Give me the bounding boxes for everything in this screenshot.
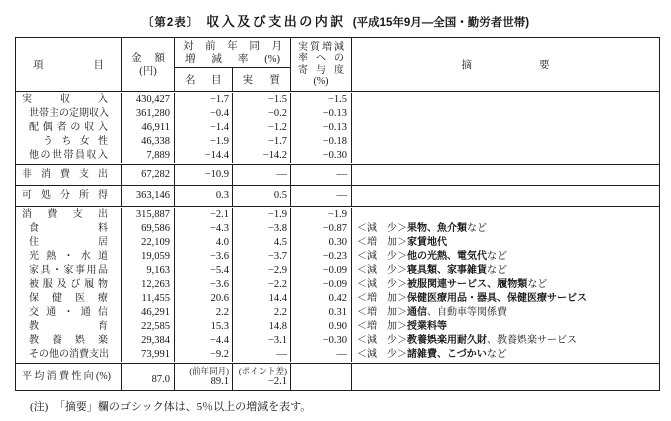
income-expenditure-table <box>15 37 660 391</box>
real-value: −3.8 <box>233 222 291 236</box>
real-note: (ポイント差) <box>238 366 287 376</box>
item-label: 配偶者の収入 <box>29 122 108 133</box>
remark-cell-empty <box>352 364 659 390</box>
real-value: −0.2 <box>233 107 291 121</box>
real-value: −3.7 <box>233 250 291 264</box>
item-label: 教養娯楽 <box>29 335 108 346</box>
amount-value: 87.0 <box>122 364 175 390</box>
row-housing <box>16 236 659 250</box>
row-fuel-light-water <box>16 250 659 264</box>
real-value: 0.5 <box>233 186 291 206</box>
nominal-value: −0.4 <box>175 107 233 121</box>
row-medical-care <box>16 292 659 306</box>
real-value: 14.4 <box>233 292 291 306</box>
row-average-propensity-to-consume <box>16 364 659 390</box>
remark-cell <box>352 264 659 278</box>
header-item-label: 項目 <box>33 60 104 71</box>
disposable-income-section <box>16 185 659 206</box>
header-contribution-cell <box>291 38 352 91</box>
item-label: 交通・通信 <box>29 307 108 318</box>
remark-tag: ＜減 少＞ <box>357 279 407 290</box>
contribution-value: −0.18 <box>291 135 352 149</box>
item-label: 教育 <box>29 321 108 332</box>
nominal-value: −10.9 <box>175 165 233 185</box>
remark-cell <box>352 93 659 107</box>
row-education <box>16 320 659 334</box>
contribution-value: −0.13 <box>291 107 352 121</box>
remark-cell <box>352 135 659 149</box>
header-contribution-line3: 寄与度 <box>298 64 344 76</box>
remark-tag: ＜増 加＞ <box>357 293 407 304</box>
item-label: 世帯主の定期収入 <box>29 108 109 119</box>
amount-value: 46,291 <box>122 306 175 320</box>
contribution-value: −1.9 <box>291 208 352 222</box>
contribution-value: −0.87 <box>291 222 352 236</box>
nominal-value: 89.1 <box>210 376 229 387</box>
nominal-value: 20.6 <box>175 292 233 306</box>
row-disposable-income <box>16 186 659 206</box>
remark-text: など <box>467 223 487 234</box>
header-rate-group-label <box>175 38 290 68</box>
contribution-value: −0.23 <box>291 250 352 264</box>
contribution-value: — <box>291 165 352 185</box>
amount-value: 73,991 <box>122 348 175 362</box>
item-label: 平均消費性向(%) <box>22 371 111 382</box>
remark-cell <box>352 149 659 163</box>
row-culture-recreation <box>16 334 659 348</box>
remark-text: 、自動車等関係費 <box>427 307 507 318</box>
nominal-value: −4.4 <box>175 334 233 348</box>
contribution-cell-empty <box>291 364 352 390</box>
table-title-subtitle: (平成15年9月―全国・勤労者世帯) <box>352 17 530 29</box>
row-transport-communication <box>16 306 659 320</box>
real-value: −2.2 <box>233 278 291 292</box>
item-label: 消費支出 <box>22 209 108 220</box>
remark-cell <box>352 208 659 222</box>
contribution-value: −0.09 <box>291 264 352 278</box>
item-label: 食料 <box>29 223 108 234</box>
contribution-value: −1.5 <box>291 93 352 107</box>
real-value: −2.1 <box>267 376 287 387</box>
nominal-value: 4.0 <box>175 236 233 250</box>
nominal-value: −5.4 <box>175 264 233 278</box>
header-real-label: 実質 <box>242 75 280 86</box>
amount-value: 22,585 <box>122 320 175 334</box>
header-amount-label: 金額 <box>131 52 165 64</box>
row-other-consumption <box>16 348 659 362</box>
remark-cell <box>352 121 659 135</box>
row-consumption-expenditure <box>16 208 659 222</box>
remark-cell <box>352 165 659 185</box>
table-header <box>16 38 659 91</box>
header-contribution-line1: 実質増減 <box>298 41 344 53</box>
remark-text: など <box>527 279 548 290</box>
header-nominal-label: 名目 <box>185 75 222 86</box>
row-spouse-income <box>16 121 659 135</box>
amount-value: 11,455 <box>122 292 175 306</box>
item-label: その他の消費支出 <box>29 349 109 360</box>
header-real-cell <box>233 68 291 91</box>
nominal-value: −1.4 <box>175 121 233 135</box>
item-label: 家具・家事用品 <box>29 265 108 276</box>
item-label: 保健医療 <box>29 293 108 304</box>
real-value: −1.9 <box>233 208 291 222</box>
item-label: 可処分所得 <box>22 190 108 201</box>
remark-tag: ＜減 少＞ <box>357 223 407 234</box>
table-number-label: 〔第2表〕 <box>141 17 200 29</box>
income-section <box>16 91 659 164</box>
contribution-value: −0.30 <box>291 334 352 348</box>
real-value: 14.8 <box>233 320 291 334</box>
amount-value: 69,586 <box>122 222 175 236</box>
amount-value: 12,263 <box>122 278 175 292</box>
remark-cell <box>352 186 659 206</box>
row-householder-regular-income <box>16 107 659 121</box>
item-label: 光熱・水道 <box>29 251 108 262</box>
remark-text: など <box>487 251 507 262</box>
remark-bold-text: 家賃地代 <box>407 237 447 248</box>
header-rate-subrow <box>175 68 290 91</box>
remark-bold-text: 他の光熱、電気代 <box>407 251 487 262</box>
real-value: — <box>233 348 291 362</box>
nominal-cell <box>175 364 233 390</box>
contribution-value: 0.42 <box>291 292 352 306</box>
row-other-member-income <box>16 149 659 163</box>
header-rate-group-cell <box>175 38 291 91</box>
table-title-text: 収入及び支出の内訳 <box>206 14 346 29</box>
remark-cell <box>352 222 659 236</box>
nominal-note: (前年同月) <box>189 366 229 376</box>
remark-bold-text: 保健医療用品・器具、保健医療サービス <box>407 293 587 304</box>
header-amount-cell <box>122 38 175 91</box>
amount-value: 22,109 <box>122 236 175 250</box>
amount-value: 46,338 <box>122 135 175 149</box>
remark-tag: ＜増 加＞ <box>357 307 407 318</box>
amount-value: 67,282 <box>122 165 175 185</box>
contribution-value: 0.31 <box>291 306 352 320</box>
real-value: −2.9 <box>233 264 291 278</box>
remark-text: など <box>486 349 507 360</box>
remark-cell <box>352 320 659 334</box>
nominal-value: 2.2 <box>175 306 233 320</box>
remark-cell <box>352 107 659 121</box>
real-value: −3.1 <box>233 334 291 348</box>
row-non-consumption-expenditure <box>16 165 659 185</box>
remark-text: など <box>487 265 507 276</box>
real-value: 4.5 <box>233 236 291 250</box>
nominal-value: −1.7 <box>175 93 233 107</box>
consumption-section <box>16 206 659 363</box>
nominal-value: 0.3 <box>175 186 233 206</box>
header-nominal-cell <box>175 68 233 91</box>
header-remarks-cell <box>352 38 659 91</box>
header-contribution-line2: 率への <box>298 53 344 64</box>
contribution-value: −0.30 <box>291 149 352 163</box>
item-label: うち女性 <box>43 136 108 147</box>
remark-tag: ＜増 加＞ <box>357 237 407 248</box>
remark-bold-text: 諸雑費、こづかい <box>407 349 487 360</box>
header-item-cell <box>16 38 122 91</box>
real-value: −1.7 <box>233 135 291 149</box>
remark-cell <box>352 334 659 348</box>
contribution-value: 0.90 <box>291 320 352 334</box>
real-value: −14.2 <box>233 149 291 163</box>
remark-bold-text: 授業料等 <box>407 321 447 332</box>
amount-value: 9,163 <box>122 264 175 278</box>
header-rate-line1: 対前年同月 <box>183 40 282 52</box>
remark-cell <box>352 292 659 306</box>
header-rate-line2: 増減率(%) <box>185 53 280 65</box>
row-real-income <box>16 93 659 107</box>
remark-cell <box>352 278 659 292</box>
real-value: — <box>233 165 291 185</box>
nominal-value: 15.3 <box>175 320 233 334</box>
row-food <box>16 222 659 236</box>
item-label: 他の世帯員収入 <box>29 150 108 161</box>
amount-value: 19,059 <box>122 250 175 264</box>
amount-value: 315,887 <box>122 208 175 222</box>
amount-value: 361,280 <box>122 107 175 121</box>
header-amount-unit: (円) <box>139 65 157 77</box>
contribution-value: — <box>291 348 352 362</box>
nominal-value: −3.6 <box>175 250 233 264</box>
remark-text: 、教養娯楽サービス <box>487 335 577 346</box>
remark-cell <box>352 250 659 264</box>
amount-value: 7,889 <box>122 149 175 163</box>
remark-bold-text: 通信 <box>407 307 427 318</box>
remark-cell <box>352 236 659 250</box>
contribution-value: −0.09 <box>291 278 352 292</box>
contribution-value: −0.13 <box>291 121 352 135</box>
nominal-value: −9.2 <box>175 348 233 362</box>
header-remarks-label: 摘要 <box>461 60 550 71</box>
nominal-value: −2.1 <box>175 208 233 222</box>
amount-value: 363,146 <box>122 186 175 206</box>
remark-bold-text: 果物、魚介類 <box>407 223 467 234</box>
remark-tag: ＜減 少＞ <box>357 349 407 360</box>
item-label: 被服及び履物 <box>29 279 108 290</box>
remark-tag: ＜減 少＞ <box>357 265 407 276</box>
nominal-value: −1.9 <box>175 135 233 149</box>
item-label: 住居 <box>29 237 108 248</box>
footnote: (注) 「摘要」欄のゴシック体は、5％以上の増減を表す。 <box>30 401 312 413</box>
nominal-value: −3.6 <box>175 278 233 292</box>
contribution-value: — <box>291 186 352 206</box>
nominal-value: −14.4 <box>175 149 233 163</box>
remark-tag: ＜増 加＞ <box>357 321 407 332</box>
nominal-value: −4.3 <box>175 222 233 236</box>
amount-value: 29,384 <box>122 334 175 348</box>
average-propensity-section <box>16 363 659 390</box>
real-value: −1.5 <box>233 93 291 107</box>
amount-value: 430,427 <box>122 93 175 107</box>
remark-cell <box>352 348 659 362</box>
real-value: 2.2 <box>233 306 291 320</box>
row-spouse-income-female <box>16 135 659 149</box>
page-title <box>0 11 671 31</box>
item-label: 実収入 <box>22 94 108 105</box>
row-furniture-household <box>16 264 659 278</box>
real-value: −1.2 <box>233 121 291 135</box>
remark-bold-text: 被服関連サービス、履物類 <box>407 279 528 290</box>
remark-cell <box>352 306 659 320</box>
non-consumption-section <box>16 164 659 185</box>
remark-bold-text: 寝具類、家事雑貨 <box>407 265 487 276</box>
remark-bold-text: 教養娯楽用耐久財 <box>407 335 487 346</box>
amount-value: 46,911 <box>122 121 175 135</box>
item-label: 非消費支出 <box>22 169 108 180</box>
contribution-value: 0.30 <box>291 236 352 250</box>
header-contribution-unit: (%) <box>313 76 329 87</box>
remark-tag: ＜減 少＞ <box>357 251 407 262</box>
row-clothing-footwear <box>16 278 659 292</box>
real-cell <box>233 364 291 390</box>
remark-tag: ＜減 少＞ <box>357 335 407 346</box>
